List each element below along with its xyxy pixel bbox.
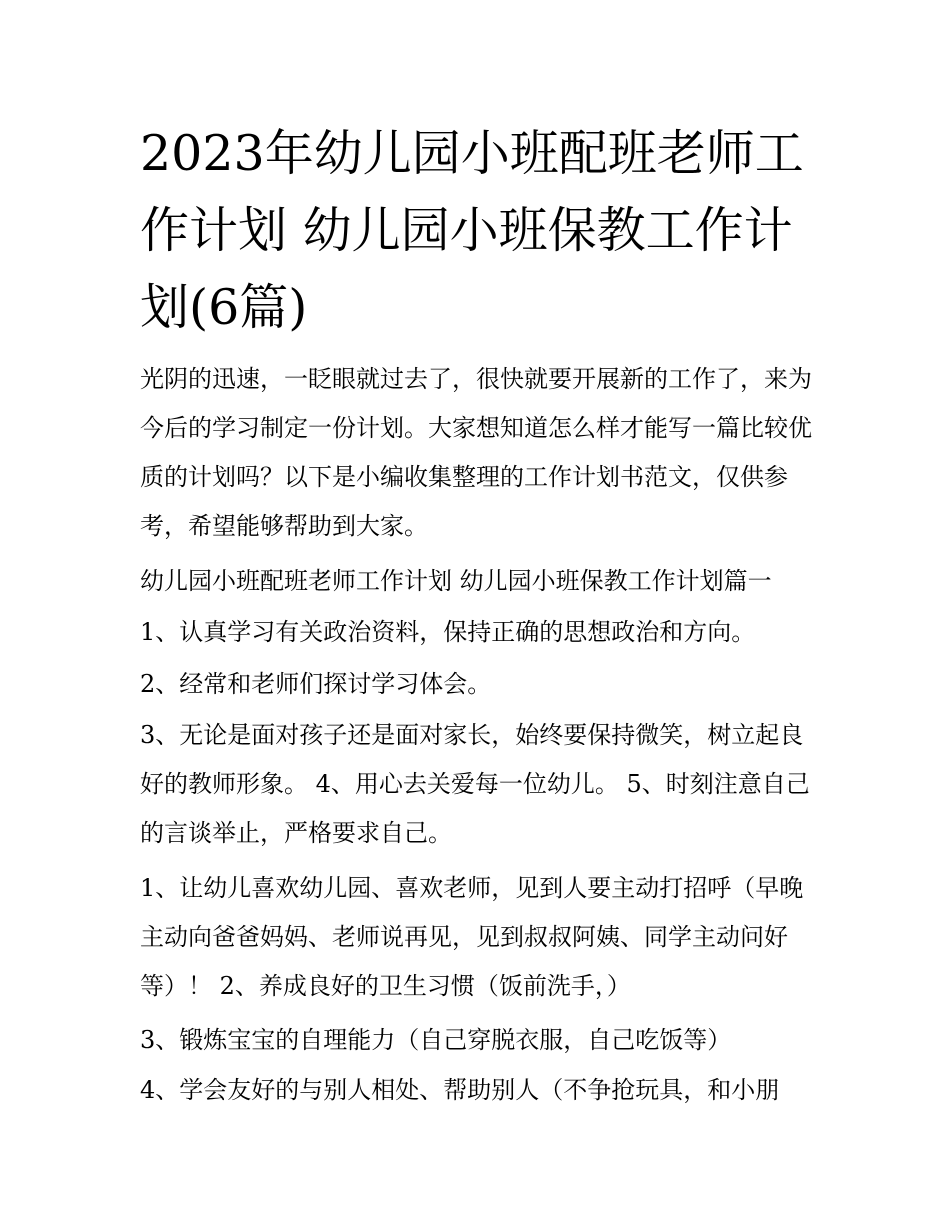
title-line-3: 划(6篇) — [140, 279, 308, 336]
section-heading: 幼儿园小班配班老师工作计划 幼儿园小班保教工作计划篇一 — [140, 567, 772, 595]
document-title — [140, 115, 820, 346]
intro-paragraph: 光阴的迅速，一眨眼就过去了，很快就要开展新的工作了，来为今后的学习制定一份计划。大家想知道怎么样才能写一篇比较优质的计划吗？以下是小编收集整理的工作计划书范文，仅供参考，希望能够帮助到大家。 — [140, 365, 812, 540]
list-item: 3、锻炼宝宝的自理能力（自己穿脱衣服，自己吃饭等） — [140, 1026, 732, 1054]
list-item: 4、学会友好的与别人相处、帮助别人（不争抢玩具，和小朋 — [140, 1076, 780, 1104]
list-item: 2、经常和老师们探讨学习体会。 — [140, 670, 492, 698]
title-line-1: 2023年幼儿园小班配班老师工 — [140, 125, 804, 182]
list-item: 1、认真学习有关政治资料，保持正确的思想政治和方向。 — [140, 618, 756, 646]
list-item: 1、让幼儿喜欢幼儿园、喜欢老师，见到人要主动打招呼（早晚主动向爸爸妈妈、老师说再见，见到叔叔阿姨、同学主动问好等）！ 2、养成良好的卫生习惯（饭前洗手，） — [140, 874, 804, 1000]
list-item: 3、无论是面对孩子还是面对家长，始终要保持微笑，树立起良好的教师形象。 4、用心去关爱每一位幼儿。 5、时刻注意自己的言谈举止，严格要求自己。 — [140, 721, 810, 847]
title-line-2: 作计划 幼儿园小班保教工作计 — [140, 202, 793, 259]
